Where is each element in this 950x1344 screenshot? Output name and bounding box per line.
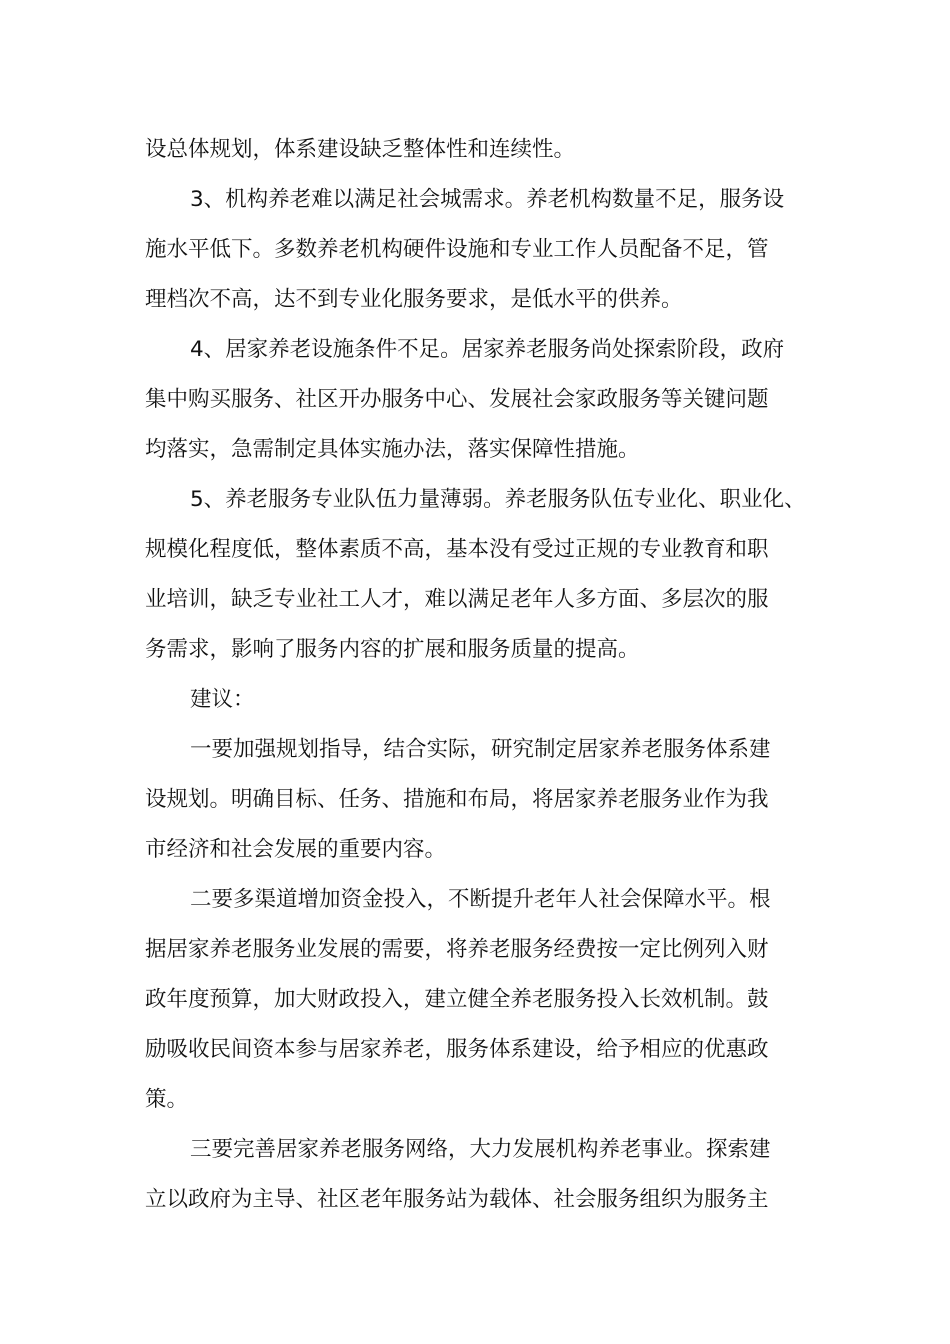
text-line: 规模化程度低，整体素质不高，基本没有受过正规的专业教育和职: [145, 537, 769, 562]
text-line: 三要完善居家养老服务网络，大力发展机构养老事业。探索建: [190, 1137, 771, 1162]
text-line: 励吸收民间资本参与居家养老，服务体系建设，给予相应的优惠政: [145, 1037, 769, 1062]
text-line: 理档次不高，达不到专业化服务要求，是低水平的供养。: [145, 287, 683, 312]
section-heading: 建议：: [190, 687, 255, 712]
text-line: 3、机构养老难以满足社会城需求。养老机构数量不足，服务设: [190, 187, 785, 212]
text-line: 业培训，缺乏专业社工人才，难以满足老年人多方面、多层次的服: [145, 587, 769, 612]
text-line: 均落实，急需制定具体实施办法，落实保障性措施。: [145, 437, 640, 462]
text-line: 务需求，影响了服务内容的扩展和服务质量的提高。: [145, 637, 640, 662]
text-line: 据居家养老服务业发展的需要，将养老服务经费按一定比例列入财: [145, 937, 769, 962]
text-line: 二要多渠道增加资金投入，不断提升老年人社会保障水平。根: [190, 887, 771, 912]
text-line: 市经济和社会发展的重要内容。: [145, 837, 447, 862]
text-line: 设规划。明确目标、任务、措施和布局，将居家养老服务业作为我: [145, 787, 769, 812]
text-line: 集中购买服务、社区开办服务中心、发展社会家政服务等关键问题: [145, 387, 769, 412]
text-line: 4、居家养老设施条件不足。居家养老服务尚处探索阶段，政府: [190, 337, 785, 362]
text-line: 施水平低下。多数养老机构硬件设施和专业工作人员配备不足，管: [145, 237, 769, 262]
text-line: 5、养老服务专业队伍力量薄弱。养老服务队伍专业化、职业化、: [190, 487, 806, 512]
text-line: 一要加强规划指导，结合实际，研究制定居家养老服务体系建: [190, 737, 771, 762]
text-line: 策。: [145, 1087, 189, 1112]
text-line: 政年度预算，加大财政投入，建立健全养老服务投入长效机制。鼓: [145, 987, 769, 1012]
text-line: 立以政府为主导、社区老年服务站为载体、社会服务组织为服务主: [145, 1187, 769, 1212]
text-line: 设总体规划，体系建设缺乏整体性和连续性。: [145, 137, 576, 162]
